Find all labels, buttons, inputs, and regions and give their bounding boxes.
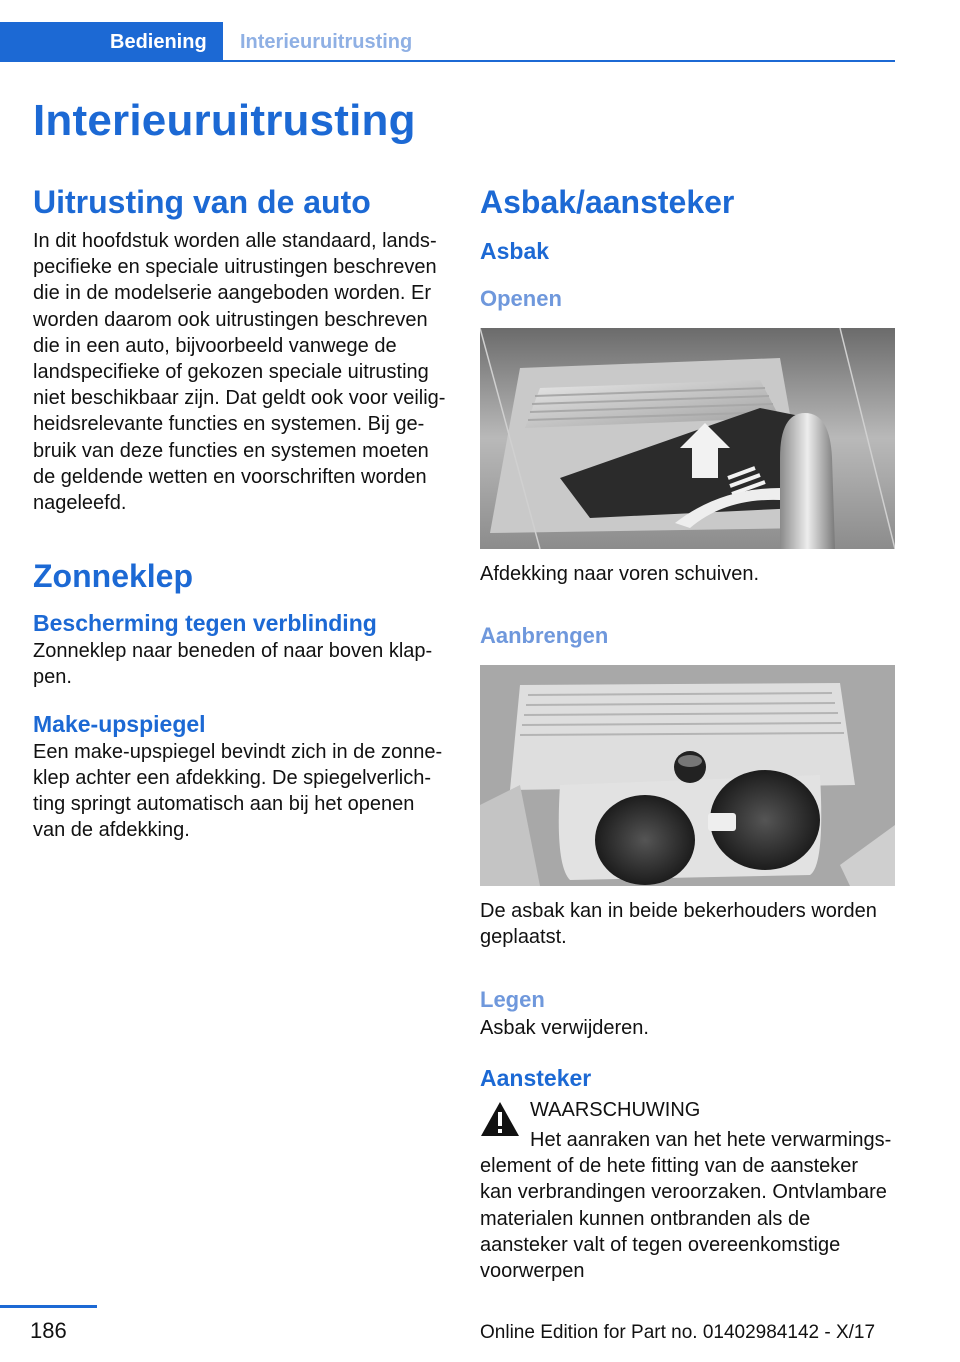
page-number: 186 (30, 1318, 67, 1343)
section-title-uitrusting: Uitrusting van de auto (33, 184, 371, 220)
section-title-zonneklep: Zonneklep (33, 558, 194, 595)
page-title: Interieuruitrusting (33, 96, 416, 145)
subsection-title-aansteker: Aansteker (480, 1064, 592, 1091)
subsection-body-verblinding: Zonneklep naar beneden of naar boven klappen. (33, 640, 433, 689)
illustration-cupholders (480, 665, 895, 886)
warning-text-lead (480, 1127, 895, 1284)
section-title-asbak-aansteker: Asbak/aansteker (480, 184, 735, 220)
body-legen: Asbak verwijderen. (480, 1016, 649, 1039)
edition-note: Online Edition for Part no. 01402984142 - X/17 (480, 1322, 876, 1343)
right-column (480, 180, 895, 1284)
tab-interieuruitrusting[interactable]: Interieuruitrusting (240, 31, 413, 53)
tab-bediening[interactable]: Bediening (0, 22, 223, 62)
left-column (33, 180, 448, 843)
subsection-title-makeupspiegel: Make-upspiegel (33, 710, 206, 737)
warning-triangle-icon (480, 1101, 520, 1137)
caption-aanbrengen: De asbak kan in beide bekerhouders worden geplaatst. (480, 900, 877, 949)
subsection-title-legen: Legen (480, 986, 545, 1012)
subsection-body-makeupspiegel: Een make-upspiegel bevindt zich in de zonneklep achter een afdekking. De spiegelverlichting springt automatisch aan bij het openen van de afdekking. (33, 740, 443, 842)
section-body-uitrusting: In dit hoofdstuk worden alle standaard, landspecifieke en speciale uitrustingen beschreven die in de modelserie aangeboden worden. Er worden daarom ook uitrustingen beschreven die in een auto, bijvoorbeeld vanwege de landspecifieke of gekozen speciale uitrusting niet beschikbaar zijn. Dat geldt ook voor veiligheidsrelevante functies en systemen. Bij gebruik van deze functies en systemen moeten de geldende wetten en voorschriften worden nageleefd. (33, 230, 446, 515)
subsection-title-verblinding: Bescherming tegen verblinding (33, 610, 377, 637)
warning-block (480, 1097, 895, 1284)
footer-rule (0, 1305, 97, 1308)
caption-openen: Afdekking naar voren schuiven. (480, 563, 760, 585)
subsection-title-asbak: Asbak (480, 238, 550, 264)
subsection-title-openen: Openen (480, 286, 562, 311)
subsection-title-aanbrengen: Aanbrengen (480, 623, 609, 649)
header-rule (223, 60, 895, 62)
warning-text: Het aanraken van het hete verwarmingselement of de hete fitting van de aansteker kan verbrandingen veroorzaken. Ontvlambare materialen kunnen ontbranden als de aansteker valt of tegen overeenkomstige voorwerpen (480, 1129, 892, 1283)
header-tabbar (0, 22, 895, 62)
warning-label: WAARSCHUWING (530, 1098, 701, 1121)
illustration-ashtray-cover (480, 328, 895, 549)
